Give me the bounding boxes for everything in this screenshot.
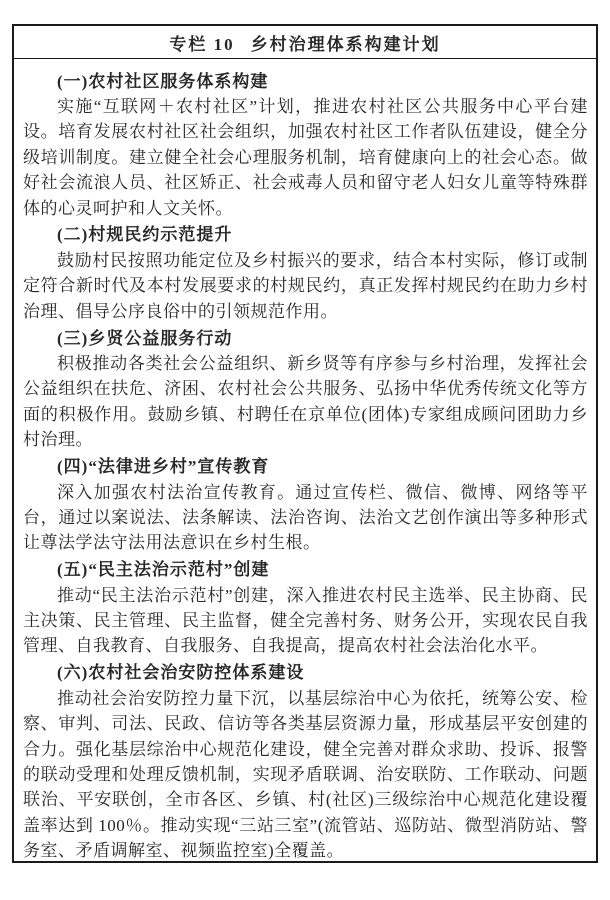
section-body: 实施“互联网＋农村社区”计划，推进农村社区公共服务中心平台建设。培育发展农村社区社会组织，加强农村社区工作者队伍建设，健全分级培训制度。建立健全社会心理服务机制，培育健康向上的社会心态。做好社会流浪人员、社区矫正、社会戒毒人员和留守老人妇女儿童等特殊群体的心灵呵护和人文关怀。 — [23, 96, 588, 218]
section-body: 积极推动各类社会公益组织、新乡贤等有序参与乡村治理，发挥社会公益组织在扶危、济困、农村社会公共服务、弘扬中华优秀传统文化等方面的积极作用。鼓励乡镇、村聘任在京单位(团体)专家组成顾问团助力乡村治理。 — [23, 353, 588, 450]
box-title-bar — [14, 26, 596, 59]
box-content — [14, 59, 596, 863]
section-body: 深入加强农村法治宣传教育。通过宣传栏、微信、微博、网络等平台，通过以案说法、法条解读、法治咨询、法治文艺创作演出等多种形式让尊法学法守法用法意识在乡村生根。 — [23, 482, 588, 553]
section-heading: (一)农村社区服务体系构建 — [57, 71, 269, 91]
section-1 — [23, 69, 588, 221]
section-heading: (二)村规民约示范提升 — [57, 225, 233, 245]
section-heading: (四)“法律进乡村”宣传教育 — [57, 457, 270, 477]
section-3 — [23, 326, 588, 453]
section-2 — [23, 222, 588, 324]
section-heading: (五)“民主法治示范村”创建 — [57, 560, 270, 580]
section-4 — [23, 454, 588, 556]
section-body: 推动“民主法治示范村”创建，深入推进农村民主选举、民主协商、民主决策、民主管理、民主监督，健全完善村务、财务公开，实现农民自我管理、自我教育、自我服务、自我提高，提高农村社会法治化水平。 — [23, 585, 588, 656]
section-heading: (三)乡贤公益服务行动 — [57, 328, 233, 348]
column-box — [12, 24, 598, 863]
section-body: 推动社会治安防控力量下沉，以基层综治中心为依托，统筹公安、检察、审判、司法、民政、信访等各类基层资源力量，形成基层平安创建的合力。强化基层综治中心规范化建设，健全完善对群众求助、投诉、报警的联动受理和处理反馈机制，实现矛盾联调、治安联防、工作联动、问题联治、平安联创，全市各区、乡镇、村(社区)三级综治中心规范化建设覆盖率达到 100％。推动实现“三站三室”(流管站、巡防站、微型消防站、警务室、矛盾调解室、视频监控室)全覆盖。 — [23, 688, 588, 861]
section-6 — [23, 660, 588, 863]
section-heading: (六)农村社会治安防控体系建设 — [57, 663, 305, 683]
section-body: 鼓励村民按照功能定位及乡村振兴的要求，结合本村实际，修订或制定符合新时代及本村发展要求的村规民约，真正发挥村规民约在助力乡村治理、倡导公序良俗中的引领规范作用。 — [23, 250, 588, 321]
box-title: 乡村治理体系构建计划 — [250, 34, 441, 54]
section-5 — [23, 557, 588, 659]
box-label: 专栏 10 — [169, 34, 235, 54]
